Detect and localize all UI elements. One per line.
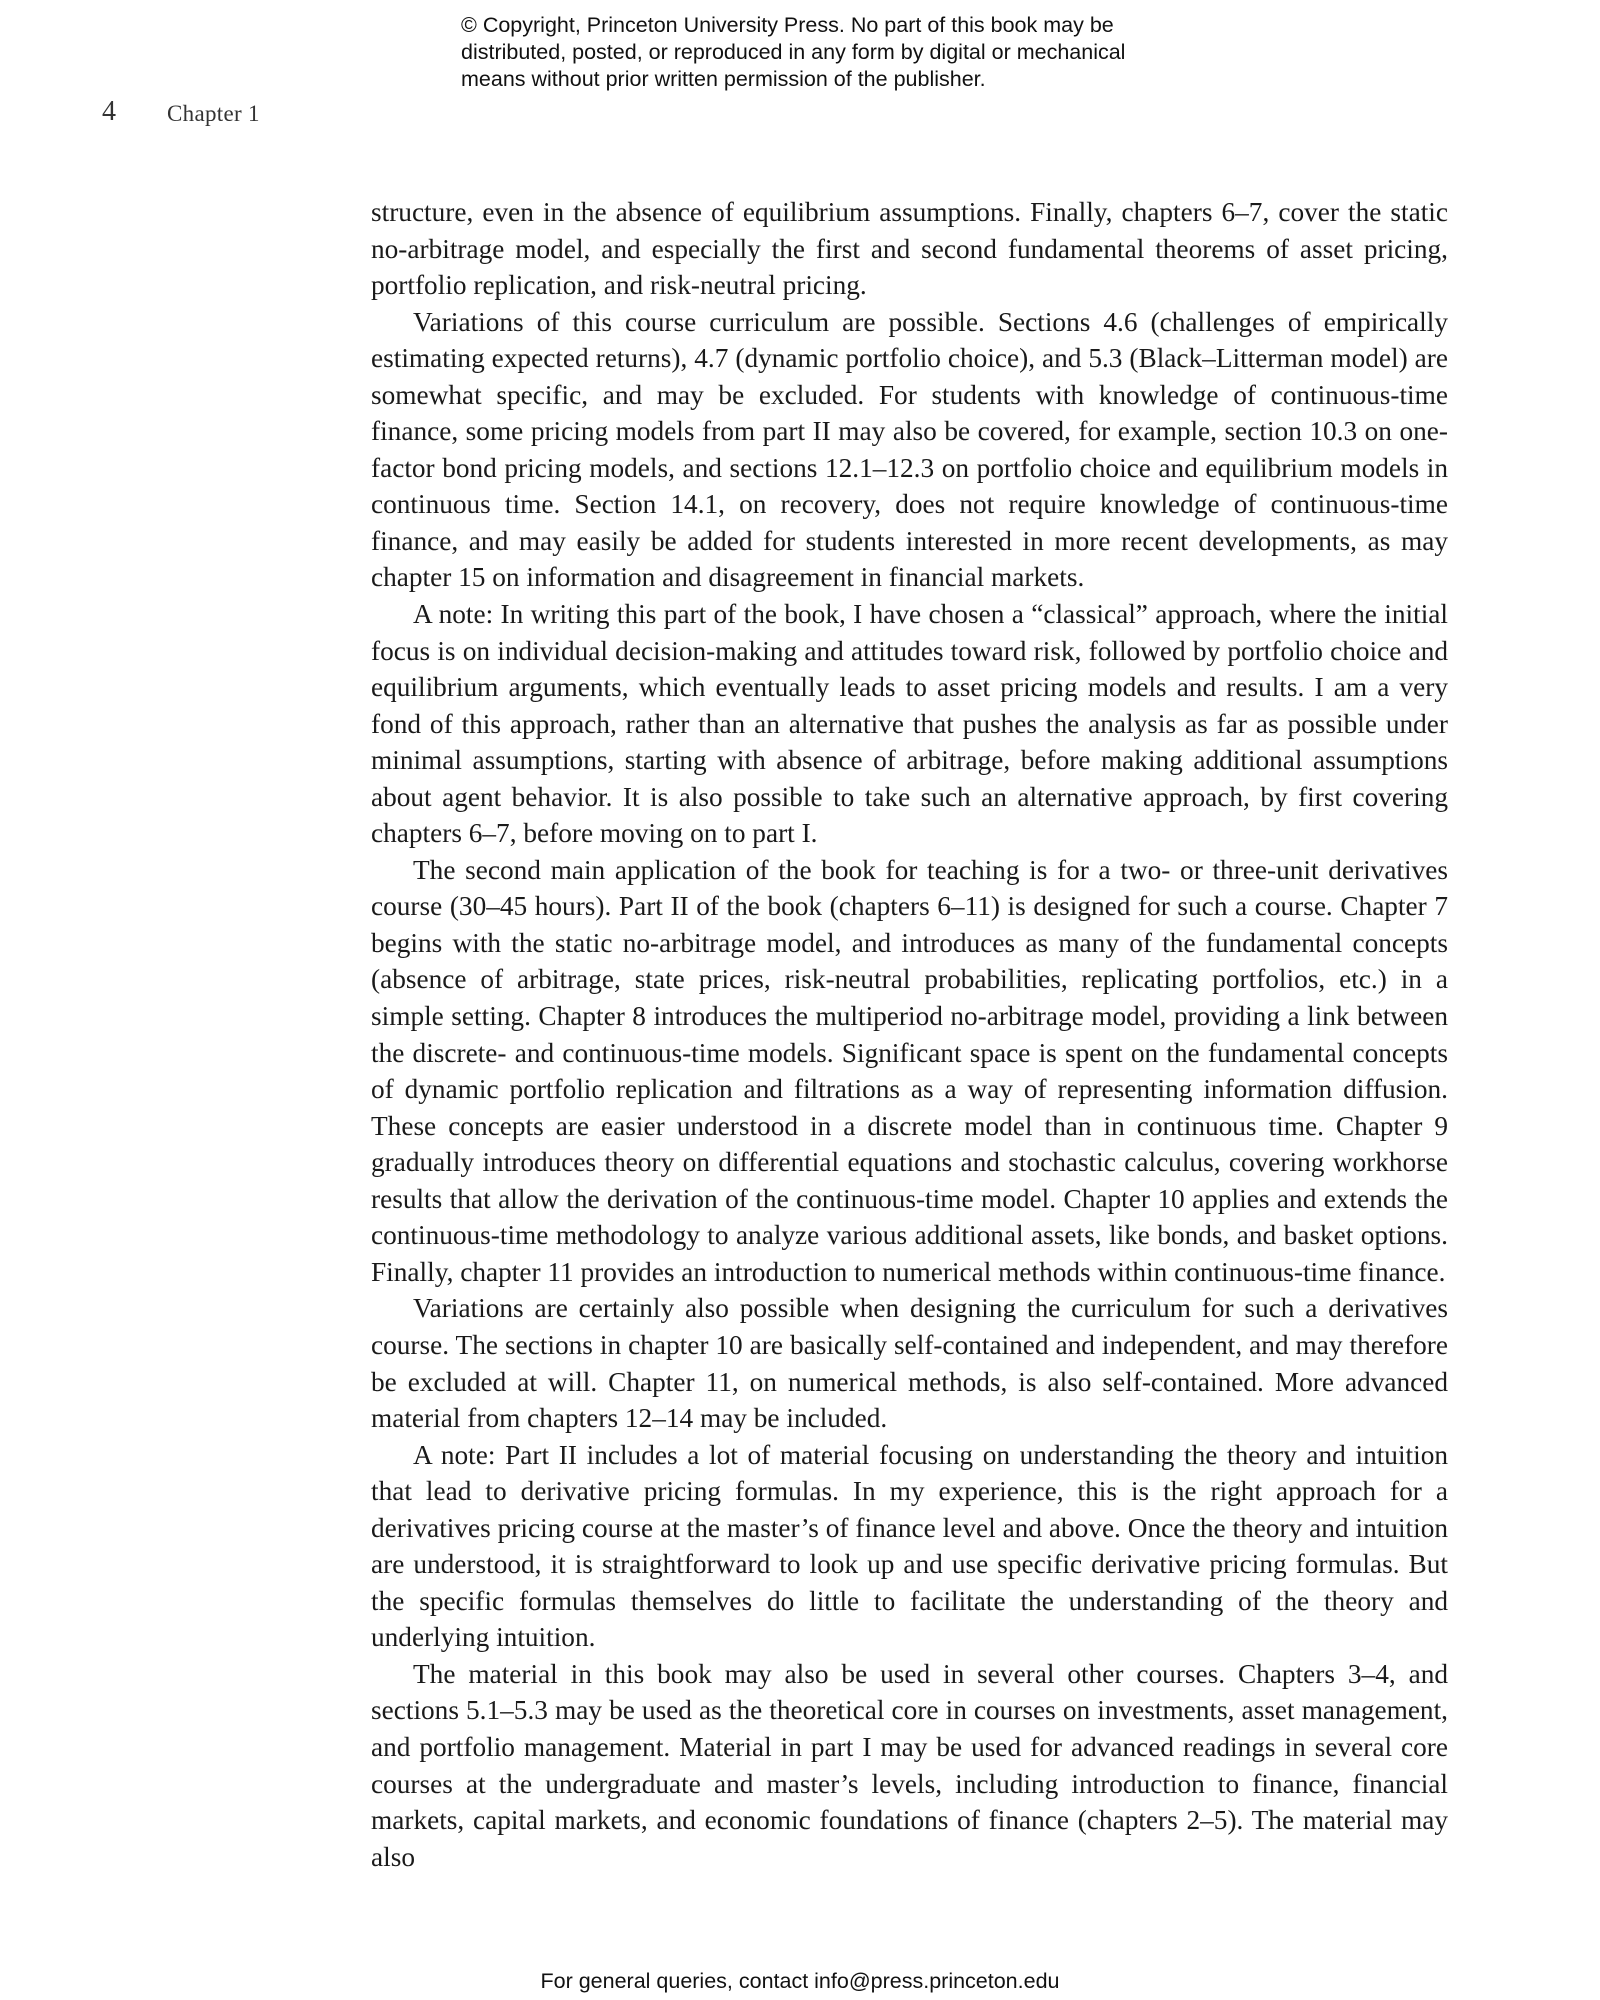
copyright-line: © Copyright, Princeton University Press. No part of this book may be: [461, 13, 1114, 37]
paragraph: structure, even in the absence of equilibrium assumptions. Finally, chapters 6–7, cover the static no-arbitrage model, and especially the first and second fundamental theorems of asset pricing, portfolio replication, and risk-neutral pricing.: [371, 197, 1448, 301]
paragraph: A note: In writing this part of the book, I have chosen a “classical” approach, where the initial focus is on individual decision-making and attitudes toward risk, followed by portfolio choice and equilibrium arguments, which eventually leads to asset pricing models and results. I am a very fond of this approach, rather than an alternative that pushes the analysis as far as possible under minimal assumptions, starting with absence of arbitrage, before making additional assumptions about agent behavior. It is also possible to take such an alternative approach, by first covering chapters 6–7, before moving on to part I.: [371, 599, 1448, 849]
copyright-line: distributed, posted, or reproduced in any form by digital or mechanical: [461, 40, 1126, 64]
page-number: 4: [102, 96, 116, 127]
paragraph: Variations are certainly also possible when designing the curriculum for such a derivatives course. The sections in chapter 10 are basically self-contained and independent, and may therefore be excluded at will. Chapter 11, on numerical methods, is also self-contained. More advanced material from chapters 12–14 may be included.: [371, 1293, 1448, 1434]
paragraph: The second main application of the book for teaching is for a two- or three-unit derivatives course (30–45 hours). Part II of the book (chapters 6–11) is designed for such a course. Chapter 7 begins with the static no-arbitrage model, and introduces as many of the fundamental concepts (absence of arbitrage, state prices, risk-neutral probabilities, replicating portfolios, etc.) in a simple setting. Chapter 8 introduces the multiperiod no-arbitrage model, providing a link between the discrete- and continuous-time models. Significant space is spent on the fundamental concepts of dynamic portfolio replication and filtrations as a way of representing information diffusion. These concepts are easier understood in a discrete model than in continuous time. Chapter 9 gradually introduces theory on differential equations and stochastic calculus, covering workhorse results that allow the derivation of the continuous-time model. Chapter 10 applies and extends the continuous-time methodology to analyze various additional assets, like bonds, and basket options. Finally, chapter 11 provides an introduction to numerical methods within continuous-time finance.: [371, 854, 1448, 1287]
copyright-notice: [461, 12, 1201, 93]
paragraph: Variations of this course curriculum are possible. Sections 4.6 (challenges of empirically estimating expected returns), 4.7 (dynamic portfolio choice), and 5.3 (Black–Litterman model) are somewhat specific, and may be excluded. For students with knowledge of continuous-time finance, some pricing models from part II may also be covered, for example, section 10.3 on one-factor bond pricing models, and sections 12.1–12.3 on portfolio choice and equilibrium models in continuous time. Section 14.1, on recovery, does not require knowledge of continuous-time finance, and may easily be added for students interested in more recent developments, as may chapter 15 on information and disagreement in financial markets.: [371, 306, 1448, 593]
paragraph: The material in this book may also be used in several other courses. Chapters 3–4, and sections 5.1–5.3 may be used as the theoretical core in courses on investments, asset management, and portfolio management. Material in part I may be used for advanced readings in several core courses at the undergraduate and master’s levels, including introduction to finance, financial markets, capital markets, and economic foundations of finance (chapters 2–5). The material may also: [371, 1658, 1448, 1872]
chapter-label: Chapter 1: [167, 101, 260, 126]
copyright-line: means without prior written permission of the publisher.: [461, 67, 986, 91]
paragraph: A note: Part II includes a lot of material focusing on understanding the theory and intuition that lead to derivative pricing formulas. In my experience, this is the right approach for a derivatives pricing course at the master’s of finance level and above. Once the theory and intuition are understood, it is straightforward to look up and use specific derivative pricing formulas. But the specific formulas themselves do little to facilitate the understanding of the theory and underlying intuition.: [371, 1439, 1448, 1653]
footer-contact: For general queries, contact info@press.princeton.edu: [540, 1969, 1060, 1993]
body-text: [371, 194, 1448, 1875]
